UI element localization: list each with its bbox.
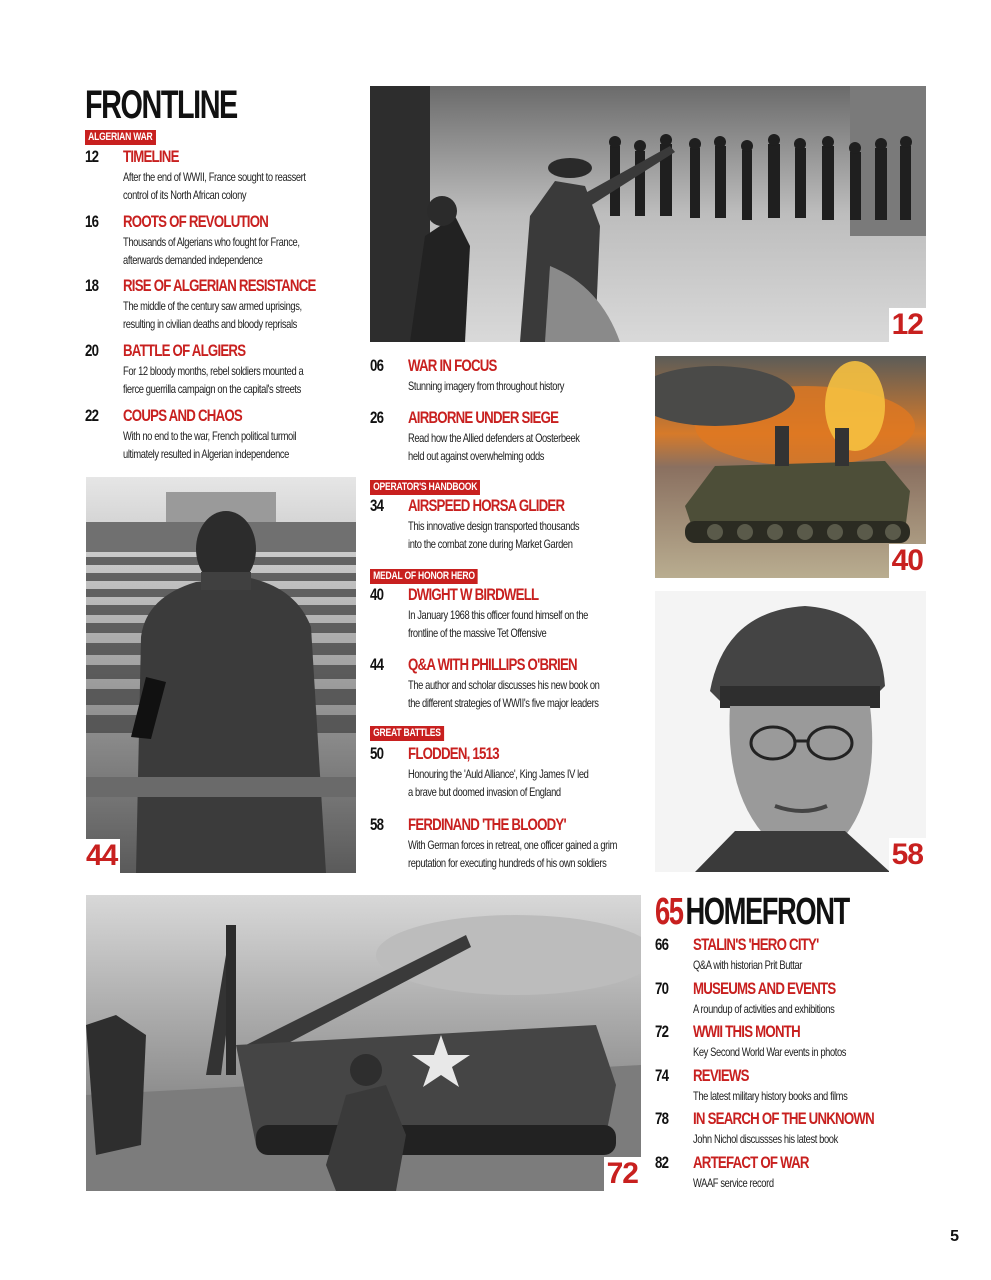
entry-title: STALIN'S 'HERO CITY'	[693, 935, 819, 954]
rally-photo[interactable]	[86, 477, 356, 873]
homefront-title: HOMEFRONT	[685, 891, 849, 933]
entry-description: After the end of WWII, France sought to reassert control of its North African colony	[123, 170, 306, 202]
entry-title: Q&A WITH PHILLIPS O'BRIEN	[408, 655, 577, 674]
photo-page-label: 44	[86, 839, 120, 873]
entry-description: John Nichol discussses his latest book	[693, 1132, 838, 1146]
photo-page-label: 58	[889, 838, 926, 872]
homefront-page-number: 65	[655, 891, 683, 933]
entry-title: BATTLE OF ALGIERS	[123, 341, 246, 360]
entry-description: WAAF service record	[693, 1176, 774, 1190]
page-number: 78	[655, 1109, 669, 1128]
entry-title: DWIGHT W BIRDWELL	[408, 585, 539, 604]
photo-page-label: 72	[604, 1157, 641, 1191]
great-battles-tag: GREAT BATTLES	[370, 723, 465, 741]
entry-description: This innovative design transported thousands into the combat zone during Market Garden	[408, 519, 580, 551]
entry-description: A roundup of activities and exhibitions	[693, 1002, 835, 1016]
entry-title: WAR IN FOCUS	[408, 356, 497, 375]
entry-description: With German forces in retreat, one officer gained a grim reputation for executing hundreds of his own soldiers	[408, 838, 617, 870]
entry-title: REVIEWS	[693, 1066, 749, 1085]
page-number: 70	[655, 979, 669, 998]
entry-title: AIRSPEED HORSA GLIDER	[408, 496, 565, 515]
entry-title: AIRBORNE UNDER SIEGE	[408, 408, 559, 427]
entry-title: COUPS AND CHAOS	[123, 406, 242, 425]
apc-photo[interactable]	[655, 356, 926, 578]
entry-title: TIMELINE	[123, 147, 179, 166]
page-number: 50	[370, 744, 384, 763]
page-number: 26	[370, 408, 384, 427]
medal-of-honor-tag: MEDAL OF HONOR HERO	[370, 566, 508, 584]
entry-description: The middle of the century saw armed uprisings, resulting in civilian deaths and bloody reprisals	[123, 299, 302, 331]
frontline-title: FRONTLINE	[85, 83, 237, 127]
entry-title: IN SEARCH OF THE UNKNOWN	[693, 1109, 874, 1128]
entry-description: In January 1968 this officer found himself on the frontline of the massive Tet Offensive	[408, 608, 589, 640]
entry-title: RISE OF ALGERIAN RESISTANCE	[123, 276, 316, 295]
entry-description: The author and scholar discusses his new book on the different strategies of WWII's five major leaders	[408, 678, 600, 710]
artillery-photo[interactable]	[86, 895, 641, 1191]
page-number: 16	[85, 212, 99, 231]
photo-page-label: 40	[889, 544, 926, 578]
page-number: 12	[85, 147, 99, 166]
page-number: 18	[85, 276, 99, 295]
entry-description: Stunning imagery from throughout history	[408, 379, 565, 393]
entry-description: Honouring the 'Auld Alliance', King James IV led a brave but doomed invasion of England	[408, 767, 589, 799]
page-number: 44	[370, 655, 384, 674]
page-number: 40	[370, 585, 384, 604]
entry-title: FLODDEN, 1513	[408, 744, 499, 763]
entry-description: Thousands of Algerians who fought for France, afterwards demanded independence	[123, 235, 300, 267]
entry-title: FERDINAND 'THE BLOODY'	[408, 815, 566, 834]
officer-photo-illustration	[655, 591, 926, 872]
page-number: 74	[655, 1066, 669, 1085]
entry-description: Key Second World War events in photos	[693, 1045, 847, 1059]
entry-title: ROOTS OF REVOLUTION	[123, 212, 269, 231]
entry-title: ARTEFACT OF WAR	[693, 1153, 809, 1172]
page-number: 20	[85, 341, 99, 360]
page-number: 66	[655, 935, 669, 954]
entry-title: WWII THIS MONTH	[693, 1022, 800, 1041]
page-number: 06	[370, 356, 384, 375]
photo-page-label: 12	[889, 308, 926, 342]
officer-photo[interactable]	[655, 591, 926, 872]
apc-photo-illustration	[655, 356, 926, 578]
entry-description: For 12 bloody months, rebel soldiers mounted a fierce guerrilla campaign on the capital's streets	[123, 364, 304, 396]
artillery-photo-illustration	[86, 895, 641, 1191]
page-number: 82	[655, 1153, 669, 1172]
folio-page-number: 5	[950, 1228, 959, 1245]
rally-photo-illustration	[86, 477, 356, 873]
page-number: 72	[655, 1022, 669, 1041]
entry-description: With no end to the war, French political turmoil ultimately resulted in Algerian independence	[123, 429, 297, 461]
riot-photo-illustration	[370, 86, 926, 342]
operators-handbook-tag: OPERATOR'S HANDBOOK	[370, 477, 511, 495]
entry-description: Read how the Allied defenders at Oosterbeek held out against overwhelming odds	[408, 431, 580, 463]
entry-description: The latest military history books and films	[693, 1089, 848, 1103]
page-number: 58	[370, 815, 384, 834]
homefront-heading	[655, 893, 924, 931]
page-number: 34	[370, 496, 384, 515]
algerian-war-tag: ALGERIAN WAR	[85, 127, 176, 145]
entry-description: Q&A with historian Prit Buttar	[693, 958, 802, 972]
page-number: 22	[85, 406, 99, 425]
riot-photo[interactable]	[370, 86, 926, 342]
entry-title: MUSEUMS AND EVENTS	[693, 979, 836, 998]
